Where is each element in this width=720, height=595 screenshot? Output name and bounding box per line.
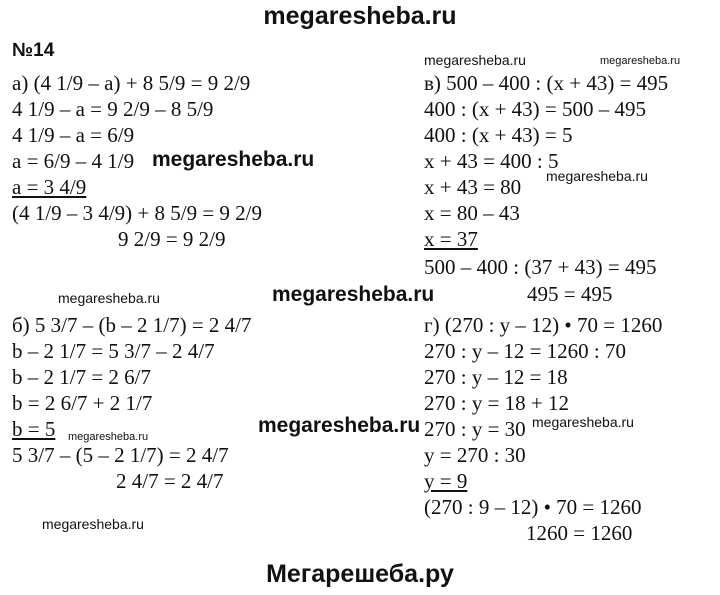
watermark-small: megaresheba.ru — [546, 168, 648, 184]
watermark-small: megaresheba.ru — [532, 414, 634, 430]
part-a-line-1: а) (4 1/9 – а) + 8 5/9 = 9 2/9 — [12, 71, 251, 95]
part-g-line-2: 270 : y – 12 = 1260 : 70 — [424, 339, 627, 363]
site-header[interactable]: megaresheba.ru — [263, 2, 457, 30]
part-v-check: 500 – 400 : (37 + 43) = 495 — [424, 255, 657, 279]
part-v-line-6: x = 80 – 43 — [424, 201, 520, 225]
part-b-check: 5 3/7 – (5 – 2 1/7) = 2 4/7 — [12, 443, 229, 467]
part-g-line-6: y = 270 : 30 — [424, 443, 526, 467]
watermark-small: megaresheba.ru — [42, 516, 144, 532]
part-b-line-3: b – 2 1/7 = 2 6/7 — [12, 365, 152, 389]
watermark-tiny: megaresheba.ru — [68, 431, 149, 443]
part-v-line-5: x + 43 = 80 — [424, 175, 522, 199]
watermark-big: megaresheba.ru — [258, 414, 421, 437]
part-g-line-5: 270 : y = 30 — [424, 417, 526, 441]
part-a-answer: а = 3 4/9 — [12, 175, 87, 199]
part-a-line-4: а = 6/9 – 4 1/9 — [12, 149, 135, 173]
part-g-line-1: г) (270 : y – 12) • 70 = 1260 — [424, 313, 663, 337]
part-g-answer: y = 9 — [424, 469, 468, 493]
part-b-answer: b = 5 — [12, 417, 56, 441]
part-g-line-4: 270 : y = 18 + 12 — [424, 391, 570, 415]
watermark-big: megaresheba.ru — [272, 283, 435, 306]
part-g-check-result: 1260 = 1260 — [526, 521, 633, 545]
problem-number: №14 — [12, 40, 55, 61]
watermark-tiny: megaresheba.ru — [600, 55, 681, 67]
part-b-line-4: b = 2 6/7 + 2 1/7 — [12, 391, 153, 415]
watermark-big: megaresheba.ru — [152, 148, 315, 171]
part-v-line-1: в) 500 – 400 : (x + 43) = 495 — [424, 71, 669, 95]
part-b-check-result: 2 4/7 = 2 4/7 — [116, 469, 224, 493]
part-a-line-3: 4 1/9 – а = 6/9 — [12, 123, 135, 147]
part-b-line-2: b – 2 1/7 = 5 3/7 – 2 4/7 — [12, 339, 215, 363]
part-a-check-result: 9 2/9 = 9 2/9 — [118, 227, 226, 251]
site-footer[interactable]: Мегарешеба.ру — [266, 560, 454, 588]
part-v-line-4: x + 43 = 400 : 5 — [424, 149, 559, 173]
part-v-line-3: 400 : (x + 43) = 5 — [424, 123, 573, 147]
watermark-small: megaresheba.ru — [424, 52, 526, 68]
part-g-check: (270 : 9 – 12) • 70 = 1260 — [424, 495, 642, 519]
part-a-line-2: 4 1/9 – а = 9 2/9 – 8 5/9 — [12, 97, 214, 121]
part-v-line-2: 400 : (x + 43) = 500 – 495 — [424, 97, 647, 121]
part-g-line-3: 270 : y – 12 = 18 — [424, 365, 568, 389]
part-b-line-1: б) 5 3/7 – (b – 2 1/7) = 2 4/7 — [12, 313, 252, 337]
part-v-check-result: 495 = 495 — [527, 282, 613, 306]
part-a-check: (4 1/9 – 3 4/9) + 8 5/9 = 9 2/9 — [12, 201, 263, 225]
watermark-small: megaresheba.ru — [58, 290, 160, 306]
part-v-answer: x = 37 — [424, 227, 478, 251]
